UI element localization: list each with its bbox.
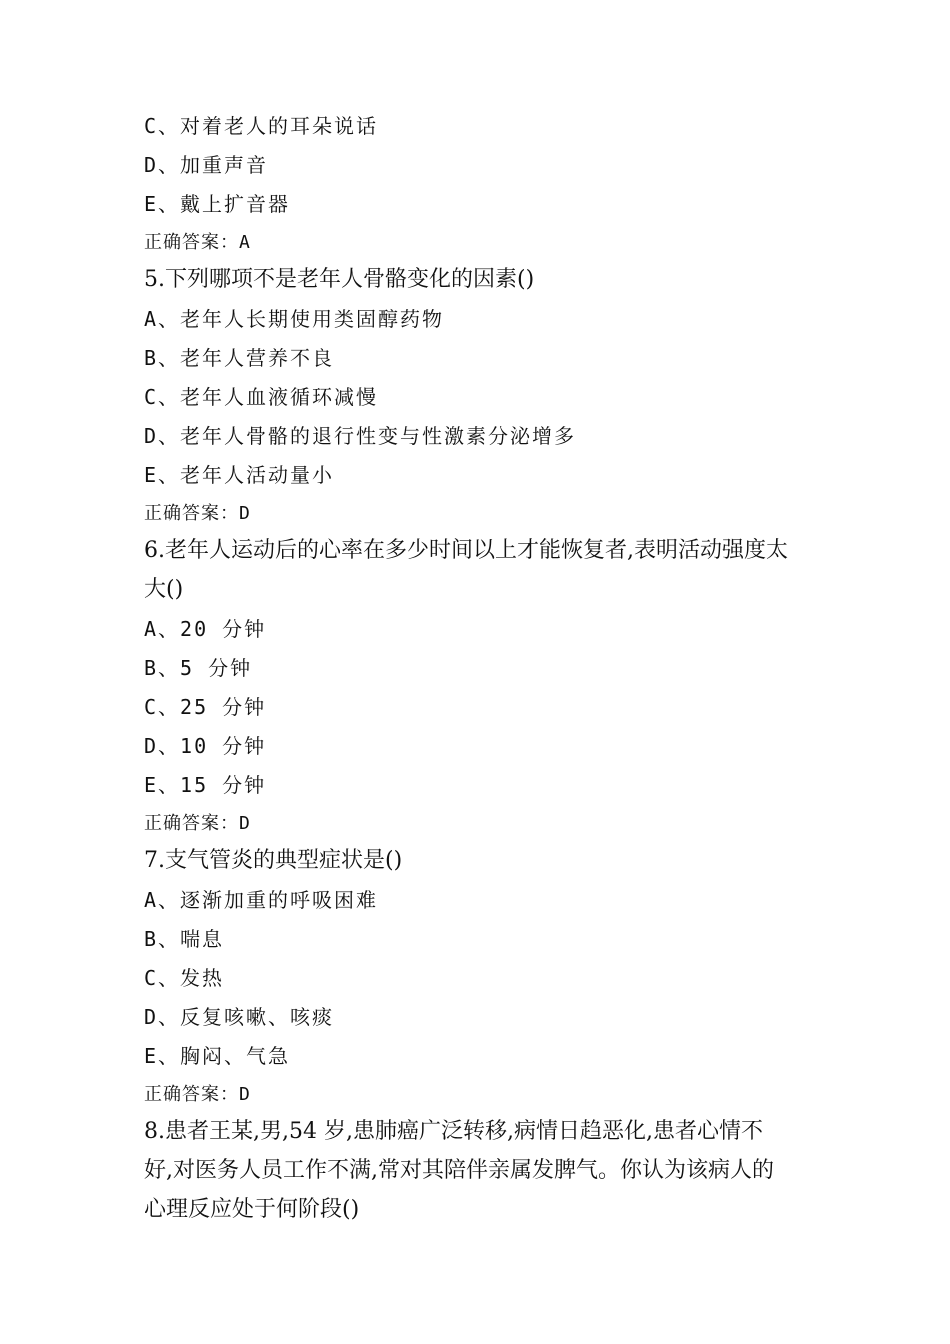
- option-line: B、老年人营养不良: [144, 346, 335, 370]
- question-line: 8.患者王某,男,54 岁,患肺癌广泛转移,病情日趋恶化,患者心情不: [144, 1119, 763, 1144]
- question-line: 好,对医务人员工作不满,常对其陪伴亲属发脾气。你认为该病人的: [144, 1158, 774, 1183]
- option-line: E、老年人活动量小: [144, 463, 335, 487]
- option-line: D、反复咳嗽、咳痰: [144, 1005, 335, 1029]
- option-line: C、对着老人的耳朵说话: [144, 114, 379, 138]
- option-line: E、胸闷、气急: [144, 1044, 291, 1068]
- option-line: A、20 分钟: [144, 617, 267, 641]
- option-line: B、喘息: [144, 927, 225, 951]
- option-line: A、逐渐加重的呼吸困难: [144, 888, 379, 912]
- option-line: E、戴上扩音器: [144, 192, 291, 216]
- option-line: C、发热: [144, 966, 225, 990]
- answer-line: 正确答案：D: [144, 503, 251, 524]
- question-line: 5.下列哪项不是老年人骨骼变化的因素(): [144, 267, 535, 292]
- option-line: C、25 分钟: [144, 695, 267, 719]
- option-line: E、15 分钟: [144, 773, 267, 797]
- option-line: C、老年人血液循环减慢: [144, 385, 379, 409]
- answer-line: 正确答案：D: [144, 1084, 251, 1105]
- question-line: 7.支气管炎的典型症状是(): [144, 848, 403, 873]
- answer-line: 正确答案：D: [144, 813, 251, 834]
- question-line: 心理反应处于何阶段(): [144, 1197, 360, 1222]
- option-line: A、老年人长期使用类固醇药物: [144, 307, 445, 331]
- answer-line: 正确答案：A: [144, 232, 251, 253]
- option-line: B、5 分钟: [144, 656, 253, 680]
- option-line: D、10 分钟: [144, 734, 267, 758]
- question-line: 大(): [144, 577, 184, 602]
- question-line: 6.老年人运动后的心率在多少时间以上才能恢复者,表明活动强度太: [144, 538, 788, 563]
- option-line: D、加重声音: [144, 153, 269, 177]
- option-line: D、老年人骨骼的退行性变与性激素分泌增多: [144, 424, 577, 448]
